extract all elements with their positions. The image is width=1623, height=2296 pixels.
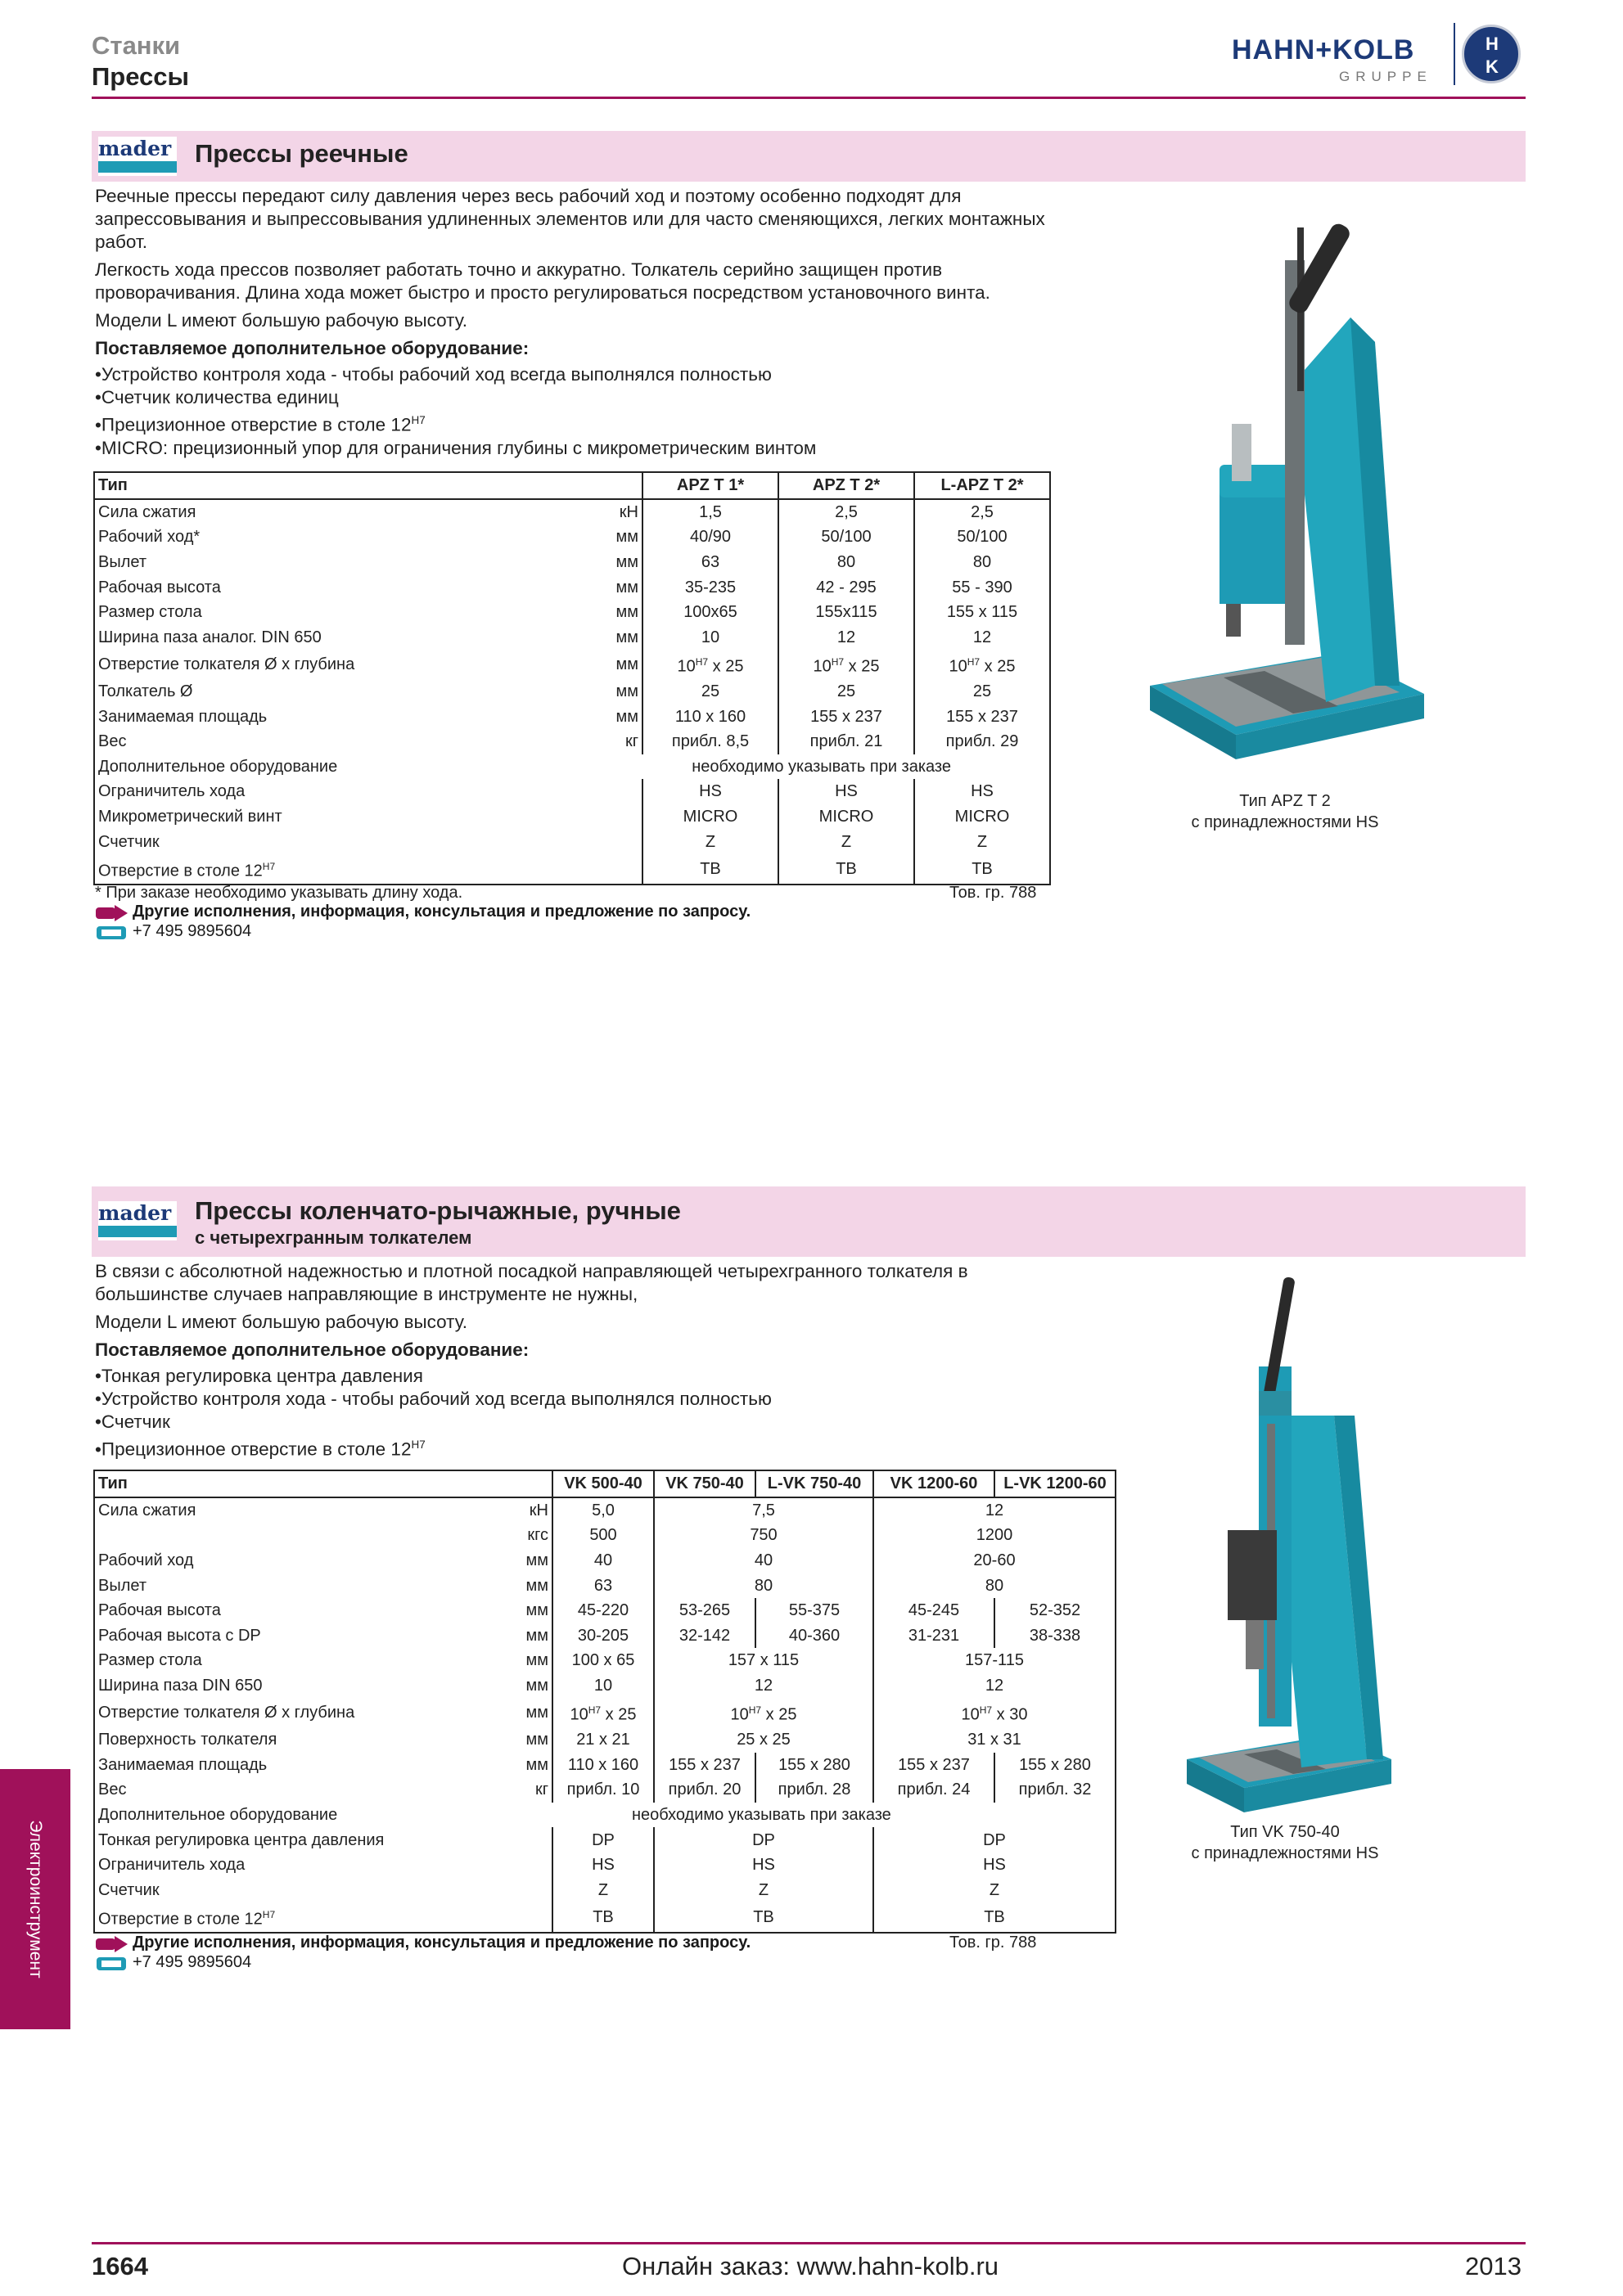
- table-cell: 155 x 115: [946, 603, 1018, 622]
- table-cell: Отверстие в столе $12^{H7}$: [94, 854, 642, 885]
- table-cell: 53-265: [654, 1598, 755, 1623]
- table-cell: Вылет: [98, 1576, 147, 1595]
- table-cell: TB: [654, 1902, 873, 1933]
- table-row: [94, 1727, 1116, 1753]
- table-cell: 100 x 65: [552, 1648, 654, 1673]
- table-row: [94, 779, 1050, 804]
- table-row: [94, 754, 1050, 780]
- table-cell: $10^{H7}$ x 25: [654, 1698, 873, 1727]
- table-cell: DP: [552, 1827, 654, 1853]
- arrow-right-icon: [95, 1936, 128, 1952]
- table-row: [94, 1673, 1116, 1699]
- table-cell: 1200: [976, 1526, 1013, 1545]
- table-cell: DP: [983, 1830, 1006, 1849]
- table-cell: MICRO: [954, 808, 1010, 826]
- table-cell: Отверстие толкателя Ø x глубина: [98, 655, 355, 673]
- table-row: [94, 499, 1050, 525]
- page-number: 1664: [92, 2252, 148, 2280]
- table-cell: кН: [456, 499, 642, 525]
- table-cell: прибл. 10: [552, 1777, 654, 1803]
- section1-description: Реечные прессы передают силу давления через весь рабочий ход и поэтому особенно подходят для запрессовывания и выпрессовывания удлиненных элементов или для часто сменяющихся, легких монтажных работ. Легкость хода прессов позволяет работать точно и аккуратно. Толкатель серийно защищен против проворачивания. Длина хода может быстро и просто регулироваться посредством установочного винта. Модели L имеют большую рабочую высоту. Поставляемое дополнительное оборудование: • Устройство контроля хода - чтобы рабочий ход всегда выполнялся полностью • Счетчик количества единиц • Прецизионное отверстие в столе $12^{H7}$ • MICRO: прецизионный упор для ограничения глубины с микрометрическим винтом: [95, 185, 1053, 460]
- table-cell: Ширина паза DIN 650: [98, 1677, 263, 1695]
- table-row: [94, 1573, 1116, 1598]
- table-cell: 63: [642, 550, 778, 575]
- table-row: [94, 1803, 1116, 1828]
- table-cell: Размер стола: [98, 603, 202, 622]
- table-cell: мм: [456, 625, 642, 651]
- table-cell: мм: [456, 1673, 552, 1699]
- list-item: • Прецизионное отверстие в столе $12^{H7}$: [95, 409, 1053, 437]
- section1-more-info: Другие исполнения, информация, консультация и предложение по запросу.: [133, 903, 751, 921]
- table-cell: мм: [456, 1573, 552, 1598]
- table-cell: Вес: [98, 732, 127, 751]
- table-row: [94, 804, 1050, 830]
- table-cell: кН: [456, 1497, 552, 1524]
- table-cell: Z: [552, 1878, 654, 1903]
- table-row: [94, 550, 1050, 575]
- table-cell: 10: [552, 1673, 654, 1699]
- table-cell: Тонкая регулировка центра давления: [94, 1827, 552, 1853]
- table-cell: Рабочий ход: [98, 1551, 194, 1570]
- table-cell: 50/100: [957, 528, 1008, 547]
- category-title: Станки: [92, 31, 181, 60]
- table-cell: 12: [972, 628, 992, 646]
- table-cell: Микрометрический винт: [94, 804, 642, 830]
- table-row: [94, 1648, 1116, 1673]
- brand-logo-text: HAHN+KOLB: [1232, 34, 1415, 65]
- table-row: [94, 1548, 1116, 1573]
- table-cell: MICRO: [778, 804, 914, 830]
- table-cell: MICRO: [642, 804, 778, 830]
- phone-icon: [95, 1956, 128, 1972]
- table-header-row: Тип APZ T 1* APZ T 2* L-APZ T 2*: [94, 472, 1050, 499]
- subcategory-title: Прессы: [92, 62, 190, 91]
- table-row: [94, 574, 1050, 600]
- table-cell: Z: [654, 1878, 873, 1903]
- table-cell: 500: [552, 1523, 654, 1548]
- table-cell: Ширина паза аналог. DIN 650: [98, 628, 322, 646]
- table-cell: Занимаемая площадь: [98, 1755, 268, 1774]
- brand-logo-gruppe: GRUPPE: [1339, 69, 1432, 84]
- table-cell: 25: [972, 682, 992, 701]
- table-cell: $10^{H7}$ x 25: [552, 1698, 654, 1727]
- table-cell: Z: [976, 832, 988, 851]
- table-cell: кгс: [456, 1523, 552, 1548]
- table-cell: 50/100: [778, 524, 914, 550]
- table-cell: Отверстие толкателя Ø x глубина: [98, 1704, 355, 1722]
- table-row: [94, 1878, 1116, 1903]
- table-cell: Счетчик: [94, 829, 642, 854]
- table-cell: 45-220: [552, 1598, 654, 1623]
- table-cell: необходимо указывать при заказе: [632, 1806, 891, 1825]
- table-cell: HS: [983, 1856, 1006, 1875]
- table-row: [94, 625, 1050, 651]
- table-header-row: Тип VK 500-40 VK 750-40 L-VK 750-40 VK 1200-60 L-VK 1200-60: [94, 1470, 1116, 1497]
- table-cell: HS: [778, 779, 914, 804]
- logo-divider: [1454, 23, 1455, 85]
- section1-footnote: * При заказе необходимо указывать длину хода.: [95, 884, 463, 902]
- table-row: [94, 679, 1050, 705]
- table-cell: 155 x 237: [778, 704, 914, 729]
- table-cell: мм: [456, 600, 642, 625]
- table-row: [94, 1598, 1116, 1623]
- header-divider: [92, 97, 1526, 99]
- table-cell: Размер стола: [98, 1651, 202, 1670]
- table-cell: 7,5: [654, 1497, 873, 1524]
- table-cell: кг: [456, 729, 642, 754]
- table-cell: 80: [778, 550, 914, 575]
- table-cell: Вылет: [98, 553, 147, 572]
- footer-divider: [92, 2242, 1526, 2244]
- section1-product-group: Тов. гр. 788: [949, 884, 1037, 902]
- table-row: [94, 854, 1050, 885]
- arrow-right-icon: [95, 905, 128, 921]
- table-cell: Дополнительное оборудование: [98, 1806, 338, 1825]
- list-item: • Счетчик: [95, 1411, 1053, 1434]
- table-cell: кг: [456, 1777, 552, 1803]
- table-cell: 80: [985, 1576, 1004, 1595]
- table-cell: Рабочий ход*: [98, 528, 201, 547]
- table-cell: Сила сжатия: [98, 1501, 196, 1519]
- table-cell: мм: [456, 574, 642, 600]
- section2-more-info: Другие исполнения, информация, консультация и предложение по запросу.: [133, 1934, 751, 1952]
- table-row: [94, 1698, 1116, 1727]
- table-cell: 52-352: [1029, 1601, 1081, 1620]
- table-cell: Толкатель Ø: [98, 682, 193, 701]
- table-row: [94, 829, 1050, 854]
- section2-phone: +7 495 9895604: [133, 1953, 252, 1971]
- caption-apz-t2: Тип APZ T 2 с принадлежностями HS: [1191, 792, 1379, 831]
- table-cell: TB: [984, 1907, 1005, 1926]
- table-cell: 45-245: [873, 1598, 994, 1623]
- brand-emblem-icon: H K: [1462, 25, 1521, 83]
- table-cell: 40-360: [755, 1623, 873, 1649]
- table-cell: HS: [552, 1853, 654, 1878]
- table-cell: мм: [456, 1698, 552, 1727]
- section1-phone: +7 495 9895604: [133, 922, 252, 940]
- table-cell: HS: [654, 1853, 873, 1878]
- table-cell: 55 - 390: [952, 578, 1012, 597]
- table-row: [94, 1827, 1116, 1853]
- table-cell: 157-115: [965, 1651, 1024, 1670]
- table-cell: 80: [654, 1573, 873, 1598]
- table-cell: 10: [642, 625, 778, 651]
- table-cell: прибл. 29: [945, 732, 1019, 751]
- table-cell: DP: [654, 1827, 873, 1853]
- table-cell: Ограничитель хода: [94, 779, 642, 804]
- table-cell: Z: [989, 1880, 1000, 1899]
- phone-icon: [95, 925, 128, 941]
- table-cell: TB: [642, 854, 778, 885]
- table-cell: 20-60: [973, 1551, 1016, 1570]
- list-item: • MICRO: прецизионный упор для ограничения глубины с микрометрическим винтом: [95, 437, 1053, 460]
- table-cell: мм: [456, 1753, 552, 1778]
- table-cell: 25: [778, 679, 914, 705]
- table-cell: 63: [552, 1573, 654, 1598]
- side-tab-power-tools[interactable]: Электроинструмент: [0, 1769, 70, 2029]
- section2-product-group: Тов. гр. 788: [949, 1934, 1037, 1952]
- table-cell: HS: [971, 782, 994, 801]
- table-cell: 42 - 295: [778, 574, 914, 600]
- table-cell: TB: [552, 1902, 654, 1933]
- table-cell: 155 x 280: [1019, 1755, 1091, 1774]
- table-cell: 30-205: [552, 1623, 654, 1649]
- list-item: • Устройство контроля хода - чтобы рабочий ход всегда выполнялся полностью: [95, 1388, 1053, 1411]
- table-cell: мм: [456, 679, 642, 705]
- table-cell: 12: [985, 1501, 1004, 1519]
- table-cell: Счетчик: [94, 1878, 552, 1903]
- table-cell: HS: [642, 779, 778, 804]
- section2-description: В связи с абсолютной надежностью и плотной посадкой направляющей четырехгранного толкателя в большинстве случаев направляющие в инструменте не нужны, Модели L имеют большую рабочую высоту. Поставляемое дополнительное оборудование: • Тонкая регулировка центра давления • Устройство контроля хода - чтобы рабочий ход всегда выполнялся полностью • Счетчик • Прецизионное отверстие в столе $12^{H7}$: [95, 1260, 1053, 1461]
- table-cell: мм: [456, 650, 642, 679]
- mader-logo: mader: [98, 137, 177, 176]
- online-order-link[interactable]: Онлайн заказ: www.hahn-kolb.ru: [622, 2252, 999, 2280]
- table-cell: Рабочая высота: [98, 1601, 221, 1620]
- table-cell: Вес: [98, 1781, 127, 1799]
- toggle-press-image: [1170, 1268, 1416, 1825]
- table-cell: мм: [456, 1548, 552, 1573]
- table-cell: $10^{H7}$ x 25: [778, 650, 914, 679]
- table-cell: 21 x 21: [552, 1727, 654, 1753]
- table-row: [94, 1497, 1116, 1524]
- table-row: [94, 1853, 1116, 1878]
- table-cell: мм: [456, 704, 642, 729]
- table-cell: 38-338: [1029, 1626, 1081, 1645]
- table-cell: Отверстие в столе $12^{H7}$: [94, 1902, 552, 1933]
- table-cell: 110 x 160: [552, 1753, 654, 1778]
- rack-press-image: [1129, 195, 1440, 768]
- table-cell: 40/90: [642, 524, 778, 550]
- list-item: • Устройство контроля хода - чтобы рабочий ход всегда выполнялся полностью: [95, 363, 1053, 386]
- table-cell: Поверхность толкателя: [98, 1731, 277, 1749]
- table-row: [94, 1753, 1116, 1778]
- table-cell: 40: [654, 1548, 873, 1573]
- table-cell: Рабочая высота с DP: [98, 1626, 261, 1645]
- list-item: • Тонкая регулировка центра давления: [95, 1365, 1053, 1388]
- table-cell: необходимо указывать при заказе: [692, 757, 951, 776]
- table-row: [94, 1777, 1116, 1803]
- table-cell: 155 x 237: [654, 1753, 755, 1778]
- section1-options-list: [95, 363, 1053, 460]
- table-cell: Ограничитель хода: [94, 1853, 552, 1878]
- table-row: [94, 1523, 1116, 1548]
- table-cell: Занимаемая площадь: [98, 707, 268, 726]
- table-cell: 2,5: [971, 502, 994, 521]
- table-cell: 31 x 31: [967, 1731, 1021, 1749]
- table-cell: мм: [456, 1598, 552, 1623]
- table-cell: 40: [552, 1548, 654, 1573]
- table-cell: 155 x 280: [755, 1753, 873, 1778]
- table-cell: $10^{H7}$ x 25: [642, 650, 778, 679]
- section1-title: Прессы реечные: [195, 139, 408, 168]
- section2-spec-table: [93, 1470, 1116, 1934]
- table-cell: 100x65: [642, 600, 778, 625]
- table-row: [94, 600, 1050, 625]
- table-cell: 2,5: [778, 499, 914, 525]
- table-cell: прибл. 28: [755, 1777, 873, 1803]
- table-row: [94, 729, 1050, 754]
- table-cell: 155x115: [778, 600, 914, 625]
- table-cell: 12: [985, 1677, 1004, 1695]
- table-cell: прибл. 8,5: [642, 729, 778, 754]
- section1-spec-table: [93, 471, 1051, 885]
- list-item: • Счетчик количества единиц: [95, 386, 1053, 409]
- table-row: [94, 704, 1050, 729]
- table-cell: 25: [642, 679, 778, 705]
- table-cell: 31-231: [873, 1623, 994, 1649]
- table-cell: 1,5: [642, 499, 778, 525]
- table-cell: 157 x 115: [654, 1648, 873, 1673]
- table-cell: 55-375: [755, 1598, 873, 1623]
- table-cell: Z: [778, 829, 914, 854]
- caption-vk-750-40: Тип VK 750-40 с принадлежностями HS: [1191, 1823, 1379, 1862]
- table-cell: 25 x 25: [654, 1727, 873, 1753]
- table-row: [94, 524, 1050, 550]
- table-cell: 12: [778, 625, 914, 651]
- table-cell: 12: [654, 1673, 873, 1699]
- list-item: • Прецизионное отверстие в столе $12^{H7}$: [95, 1434, 1053, 1461]
- table-row: [94, 1902, 1116, 1933]
- table-row: [94, 650, 1050, 679]
- table-cell: 35-235: [642, 574, 778, 600]
- section2-title: Прессы коленчато-рычажные, ручные: [195, 1196, 681, 1225]
- table-cell: мм: [456, 550, 642, 575]
- table-cell: $10^{H7}$ x 30: [961, 1704, 1028, 1724]
- table-cell: Сила сжатия: [98, 502, 196, 521]
- table-cell: мм: [456, 1727, 552, 1753]
- table-cell: 155 x 237: [946, 707, 1018, 726]
- table-cell: 5,0: [552, 1497, 654, 1524]
- table-cell: 110 x 160: [642, 704, 778, 729]
- table-cell: 32-142: [654, 1623, 755, 1649]
- table-cell: прибл. 24: [873, 1777, 994, 1803]
- section2-options-list: [95, 1365, 1053, 1461]
- table-cell: Z: [642, 829, 778, 854]
- table-cell: Дополнительное оборудование: [98, 757, 338, 776]
- mader-logo: mader: [98, 1201, 177, 1240]
- table-cell: 80: [972, 553, 992, 572]
- table-cell: мм: [456, 1623, 552, 1649]
- table-cell: прибл. 21: [778, 729, 914, 754]
- table-cell: 750: [654, 1523, 873, 1548]
- table-cell: мм: [456, 1648, 552, 1673]
- table-row: [94, 1623, 1116, 1649]
- table-cell: TB: [778, 854, 914, 885]
- section2-subtitle: с четырехгранным толкателем: [195, 1227, 472, 1248]
- table-cell: [94, 1523, 456, 1548]
- table-cell: Рабочая высота: [98, 578, 221, 597]
- table-cell: прибл. 32: [1018, 1781, 1092, 1799]
- table-cell: $10^{H7}$ x 25: [949, 656, 1016, 676]
- table-cell: 155 x 237: [873, 1753, 994, 1778]
- catalog-year: 2013: [1465, 2252, 1522, 2280]
- table-cell: прибл. 20: [654, 1777, 755, 1803]
- table-cell: TB: [972, 859, 993, 878]
- table-cell: мм: [456, 524, 642, 550]
